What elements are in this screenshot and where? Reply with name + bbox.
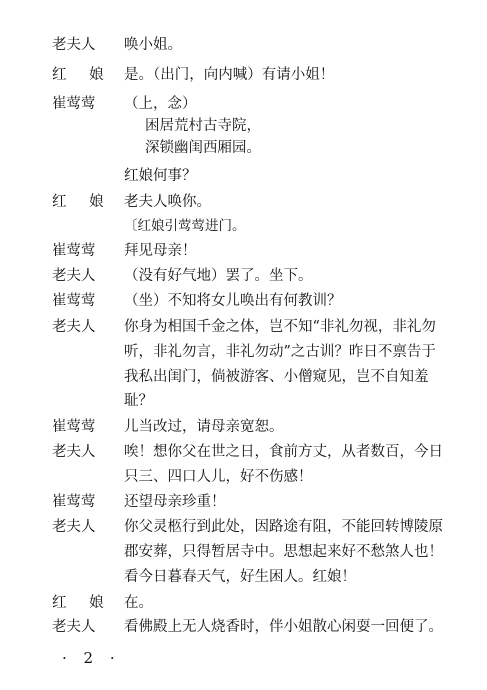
verse-text: 困居荒村古寺院， — [145, 118, 261, 134]
dialogue-line — [0, 315, 487, 339]
speaker-name: 崔莺莺 — [52, 243, 96, 259]
stage-direction-text: 〔红娘引莺莺进门。 — [124, 218, 246, 234]
dialogue-line — [0, 440, 487, 464]
dialogue-text: 在。 — [124, 595, 153, 611]
speaker-name: 老夫人 — [52, 619, 96, 635]
speaker-name: 崔莺莺 — [52, 419, 96, 435]
stage-direction — [0, 214, 487, 238]
page-number: · 2 · — [62, 649, 121, 667]
verse-line — [0, 164, 487, 188]
dialogue-text: （坐）不知将女儿唤出有何教训？ — [124, 293, 342, 309]
dialogue-line — [0, 190, 487, 214]
dialogue-continuation — [0, 565, 487, 589]
dialogue-line — [0, 515, 487, 539]
dialogue-line — [0, 615, 487, 639]
dialogue-text: 老夫人唤你。 — [124, 194, 211, 210]
dialogue-text: 我私出闺门，倘被游客、小僧窥见，岂不自知羞 — [124, 369, 429, 385]
speaker-name: 老夫人 — [52, 519, 96, 535]
dialogue-line — [0, 289, 487, 313]
dialogue-text: 只三、四口人儿，好不伤感！ — [124, 469, 313, 485]
verse-line — [0, 136, 487, 160]
verse-text: 深锁幽闺西厢园。 — [145, 140, 261, 156]
verse-line — [0, 114, 487, 138]
dialogue-text: 你父灵柩行到此处，因路途有阻，不能回转博陵原 — [124, 519, 443, 535]
dialogue-line — [0, 591, 487, 615]
dialogue-text: 拜见母亲！ — [124, 243, 197, 259]
dialogue-text: 看今日暮春天气，好生困人。红娘！ — [124, 569, 356, 585]
dialogue-text: 听，非礼勿言，非礼勿动”之古训？昨日不禀告于 — [124, 344, 436, 360]
dialogue-text: 唤小姐。 — [124, 37, 182, 53]
dialogue-line — [0, 490, 487, 514]
dialogue-text: 郡安葬，只得暂居寺中。思想起来好不愁煞人也！ — [124, 544, 443, 560]
dialogue-text: 看佛殿上无人烧香时，伴小姐散心闲耍一回便了。 — [124, 619, 443, 635]
dialogue-continuation — [0, 365, 487, 389]
speaker-name: 红 娘 — [52, 595, 113, 611]
dialogue-text: 儿当改过，请母亲宽恕。 — [124, 419, 284, 435]
speaker-name: 老夫人 — [52, 268, 96, 284]
dialogue-line — [0, 415, 487, 439]
speaker-name: 崔莺莺 — [52, 293, 96, 309]
dialogue-line — [0, 239, 487, 263]
speaker-name: 崔莺莺 — [52, 96, 96, 112]
dialogue-continuation — [0, 540, 487, 564]
dialogue-text: 耻？ — [124, 393, 153, 409]
speaker-name: 崔莺莺 — [52, 494, 96, 510]
dialogue-text: 你身为相国千金之体，岂不知“非礼勿视，非礼勿 — [124, 319, 436, 335]
dialogue-line — [0, 33, 487, 57]
dialogue-text: 是。（出门，向内喊）有请小姐！ — [124, 67, 335, 83]
dialogue-line — [0, 63, 487, 87]
dialogue-line — [0, 264, 487, 288]
speaker-name: 老夫人 — [52, 37, 96, 53]
dialogue-text: （没有好气地）罢了。坐下。 — [124, 268, 313, 284]
speaker-name: 老夫人 — [52, 444, 96, 460]
dialogue-continuation — [0, 340, 487, 364]
speaker-name: 老夫人 — [52, 319, 96, 335]
dialogue-line — [0, 92, 487, 116]
speaker-name: 红 娘 — [52, 194, 113, 210]
dialogue-continuation — [0, 465, 487, 489]
dialogue-text: 唉！想你父在世之日，食前方丈，从者数百，今日 — [124, 444, 443, 460]
speaker-name: 红 娘 — [52, 67, 113, 83]
dialogue-text: 还望母亲珍重！ — [124, 494, 226, 510]
dialogue-text: （上，念） — [124, 96, 197, 112]
dialogue-text: 红娘何事？ — [124, 168, 197, 184]
dialogue-continuation — [0, 389, 487, 413]
